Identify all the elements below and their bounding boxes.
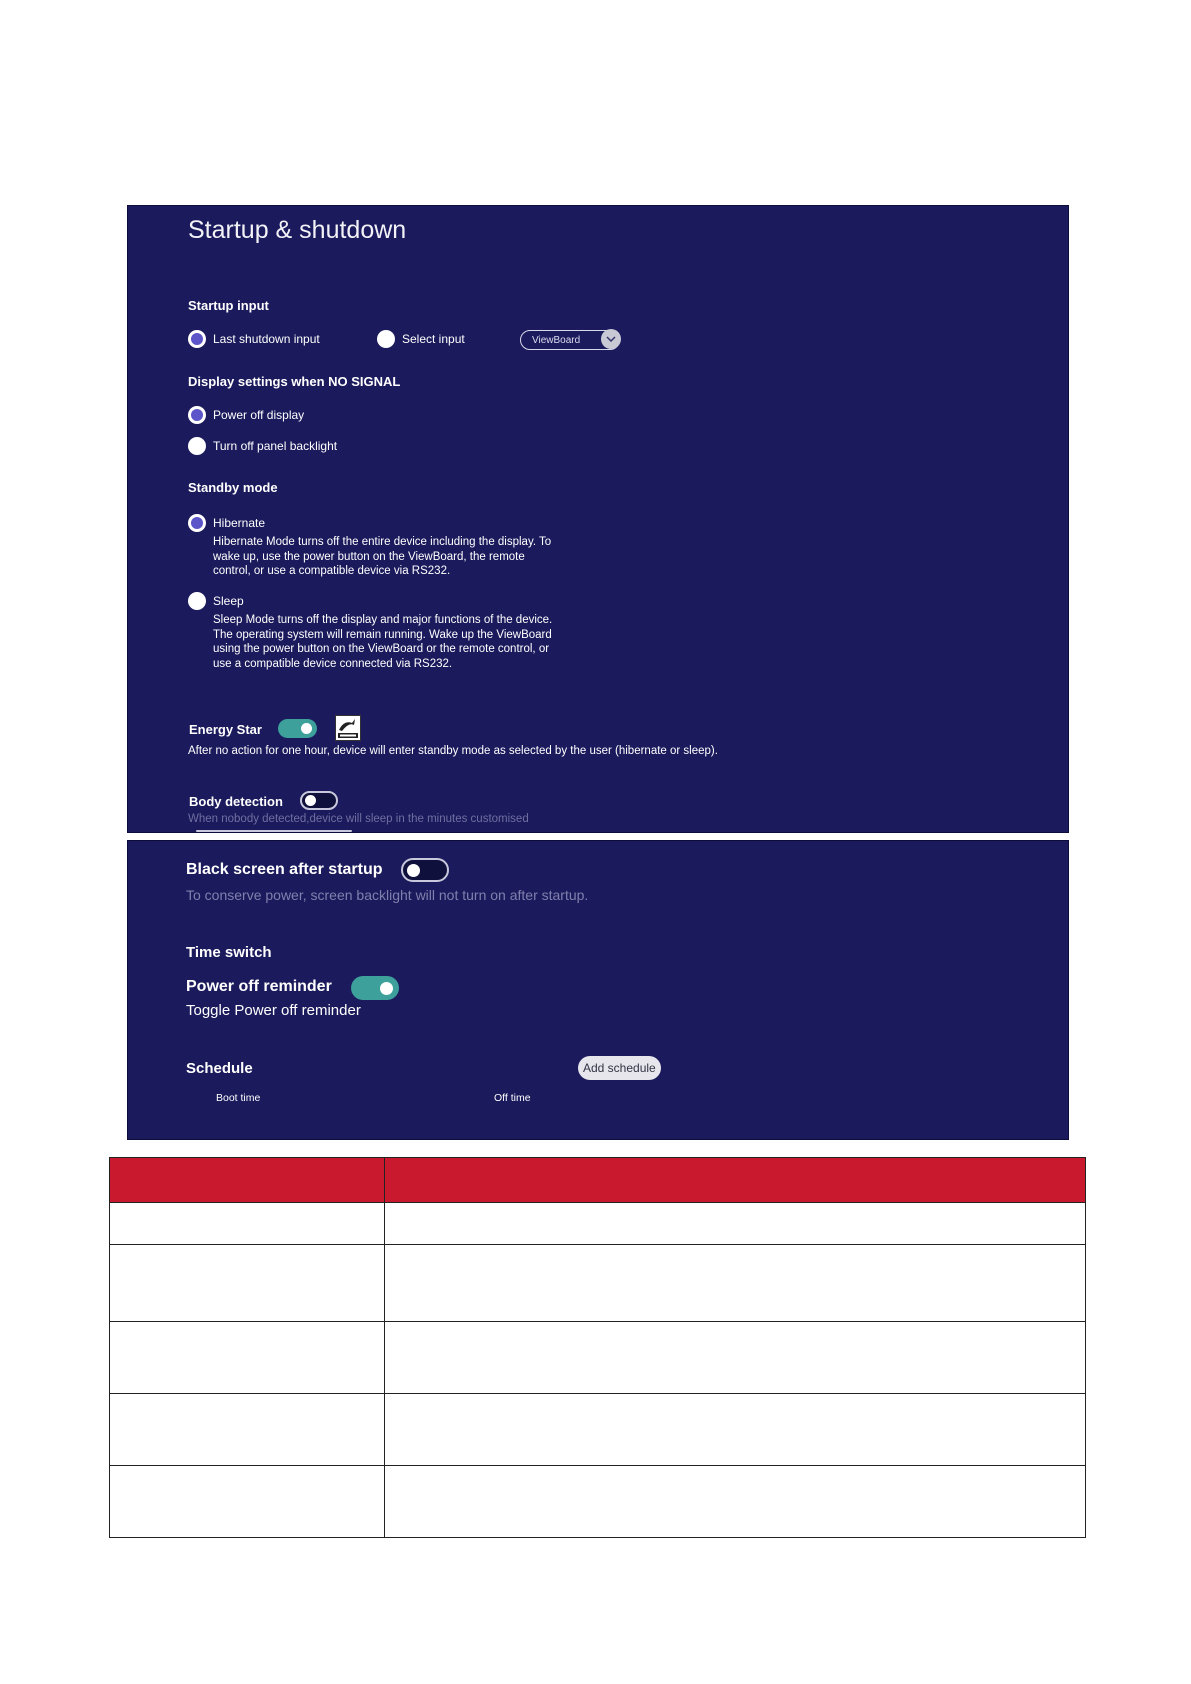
energy-star-description: After no action for one hour, device will enter standby mode as selected by the user (hibernate or sleep).: [188, 745, 718, 757]
sleep-label[interactable]: Sleep: [213, 594, 244, 608]
off-time-column: Off time: [494, 1092, 531, 1104]
input-source-dropdown[interactable]: [520, 330, 620, 350]
table-cell: [110, 1322, 385, 1394]
energy-star-toggle[interactable]: [278, 719, 317, 738]
radio-select-input[interactable]: [377, 330, 395, 348]
chevron-down-icon[interactable]: [601, 329, 621, 349]
schedule-heading: Schedule: [186, 1060, 253, 1077]
time-switch-heading: Time switch: [186, 944, 272, 961]
table-row: [110, 1394, 1086, 1466]
black-screen-label: Black screen after startup: [186, 861, 383, 878]
power-off-display-label[interactable]: Power off display: [213, 408, 305, 422]
startup-shutdown-panel: [127, 205, 1069, 833]
sleep-description: Sleep Mode turns off the display and major functions of the device. The operating system will remain running. Wake up the ViewBoard using the power button on the ViewBoard or the remote control, or use a compatible device connected via RS232.: [213, 614, 553, 670]
body-detection-description: When nobody detected,device will sleep in the minutes customised: [188, 813, 529, 825]
table-cell: [110, 1394, 385, 1466]
power-off-reminder-toggle[interactable]: [351, 976, 399, 1000]
table-cell: [385, 1466, 1086, 1538]
table-cell: [110, 1203, 385, 1245]
table-cell: [110, 1466, 385, 1538]
hibernate-label[interactable]: Hibernate: [213, 516, 266, 530]
settings-description-table: [109, 1157, 1086, 1538]
startup-input-heading: Startup input: [188, 298, 269, 313]
energy-star-label: Energy Star: [189, 722, 262, 737]
radio-turn-off-backlight[interactable]: [188, 437, 206, 455]
power-off-reminder-label: Power off reminder: [186, 978, 332, 995]
turn-off-backlight-label[interactable]: Turn off panel backlight: [213, 439, 338, 453]
table-header-cell: [110, 1158, 385, 1203]
power-off-reminder-description: Toggle Power off reminder: [186, 1002, 361, 1019]
table-row: [110, 1466, 1086, 1538]
radio-sleep[interactable]: [188, 592, 206, 610]
add-schedule-button[interactable]: Add schedule: [578, 1056, 661, 1080]
table-cell: [385, 1322, 1086, 1394]
table-cell: [110, 1245, 385, 1322]
radio-last-shutdown-input[interactable]: [188, 330, 206, 348]
no-signal-heading: Display settings when NO SIGNAL: [188, 374, 401, 389]
table-row: [110, 1203, 1086, 1245]
table-row: [110, 1245, 1086, 1322]
hibernate-description: Hibernate Mode turns off the entire device including the display. To wake up, use the power button on the ViewBoard, the remote control, or use a compatible device via RS232.: [213, 536, 552, 577]
table-cell: [385, 1245, 1086, 1322]
table-row: [110, 1322, 1086, 1394]
energy-star-logo: [335, 715, 361, 741]
table-cell: [385, 1394, 1086, 1466]
radio-hibernate[interactable]: [188, 514, 206, 532]
body-detection-label: Body detection: [189, 794, 283, 809]
dropdown-value: ViewBoard: [532, 335, 581, 346]
scrollbar[interactable]: [196, 830, 352, 832]
table-cell: [385, 1203, 1086, 1245]
black-screen-toggle[interactable]: [401, 858, 449, 882]
body-detection-toggle[interactable]: [300, 791, 338, 810]
table-header-cell: [385, 1158, 1086, 1203]
select-input-label[interactable]: Select input: [402, 332, 465, 346]
page-title: Startup & shutdown: [188, 216, 407, 244]
black-screen-description: To conserve power, screen backlight will not turn on after startup.: [186, 887, 589, 903]
boot-time-column: Boot time: [216, 1092, 261, 1104]
startup-shutdown-panel-continued: [127, 840, 1069, 1140]
standby-mode-heading: Standby mode: [188, 480, 278, 495]
last-shutdown-input-label[interactable]: Last shutdown input: [213, 332, 320, 346]
table-header-row: [110, 1158, 1086, 1203]
radio-power-off-display[interactable]: [188, 406, 206, 424]
